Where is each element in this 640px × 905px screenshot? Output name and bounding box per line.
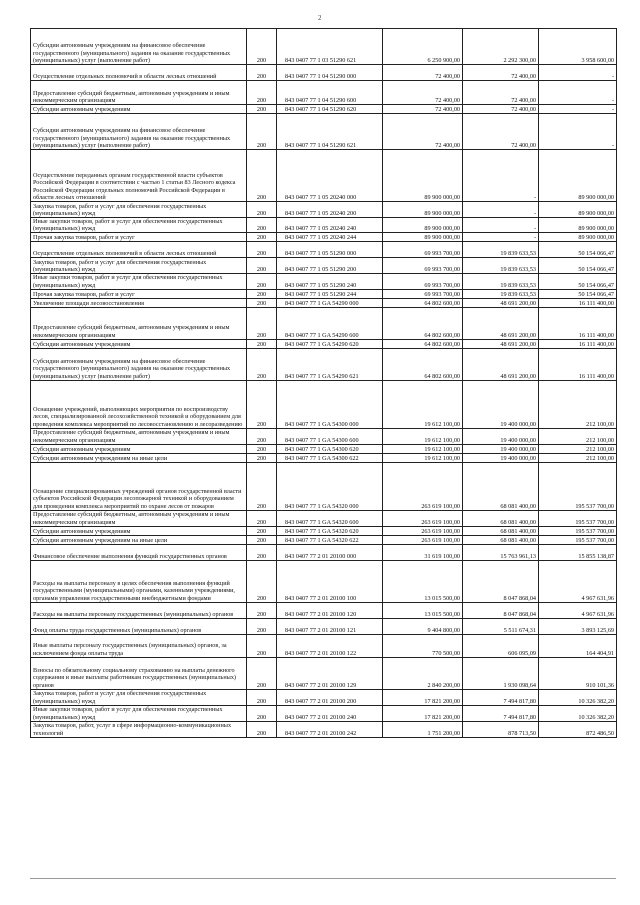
row-executed: 19 839 633,53 [463,274,539,289]
row-budget-code: 843 0407 77 1 04 51290 000 [277,65,383,81]
row-line-code: 200 [247,602,277,618]
row-approved: 1 751 200,00 [383,721,463,737]
row-executed: 68 081 400,00 [463,535,539,544]
table-row [31,114,617,150]
row-name: Оснащение учреждений, выполняющих мероприятия по воспроизводству лесов, специализированной лесохозяйственной техникой и оборудованием для проведения комплекса мероприятий по лесовосстановлению и лесоразведению [31,380,247,428]
row-line-code: 200 [247,105,277,114]
row-budget-code: 843 0407 77 2 01 20100 120 [277,602,383,618]
row-budget-code: 843 0407 77 2 01 20100 242 [277,721,383,737]
row-approved: 19 612 100,00 [383,453,463,462]
row-approved: 19 612 100,00 [383,428,463,444]
row-budget-code: 843 0407 77 1 GA 54320 000 [277,462,383,510]
row-line-code: 200 [247,289,277,298]
row-line-code: 200 [247,339,277,348]
row-name: Осуществление переданных органам государственной власти субъектов Российской Федерации в соответствии с частью 1 статьи 83 Лесного кодекса Российской Федерации отдельных полномочий Российской Федерации в области лесных отношений [31,150,247,202]
row-unexecuted: 16 111 400,00 [539,339,617,348]
row-approved: 17 821 200,00 [383,705,463,721]
row-approved: 263 619 100,00 [383,535,463,544]
row-executed: 19 400 000,00 [463,428,539,444]
row-line-code: 200 [247,510,277,526]
row-budget-code: 843 0407 77 1 05 51290 240 [277,274,383,289]
row-executed: 48 691 200,00 [463,348,539,380]
table-row [31,105,617,114]
row-budget-code: 843 0407 77 1 GA 54300 000 [277,380,383,428]
row-budget-code: 843 0407 77 2 01 20100 129 [277,657,383,689]
row-unexecuted: 872 486,50 [539,721,617,737]
row-name: Предоставление субсидий бюджетным, автономным учреждениям и иным некоммерческим организациям [31,510,247,526]
row-budget-code: 843 0407 77 1 GA 54300 600 [277,428,383,444]
row-unexecuted: 89 900 000,00 [539,233,617,242]
row-unexecuted: - [539,65,617,81]
row-name: Субсидии автономным учреждениям на иные цели [31,453,247,462]
row-executed: 15 763 961,13 [463,544,539,560]
row-executed: 48 691 200,00 [463,298,539,307]
row-name: Субсидии автономным учреждениям [31,339,247,348]
row-approved: 770 500,00 [383,634,463,657]
row-approved: 69 993 700,00 [383,274,463,289]
row-name: Субсидии автономным учреждениям [31,526,247,535]
row-name: Осуществление отдельных полномочий в области лесных отношений [31,65,247,81]
row-approved: 89 900 000,00 [383,233,463,242]
row-budget-code: 843 0407 77 1 05 20240 244 [277,233,383,242]
row-name: Закупка товаров, работ, услуг в сфере информационно-коммуникационных технологий [31,721,247,737]
row-budget-code: 843 0407 77 1 GA 54290 600 [277,307,383,339]
row-unexecuted: 910 101,36 [539,657,617,689]
row-name: Фонд оплаты труда государственных (муниципальных) органов [31,618,247,634]
row-name: Закупка товаров, работ и услуг для обеспечения государственных (муниципальных) нужд [31,202,247,218]
row-name: Прочая закупка товаров, работ и услуг [31,233,247,242]
row-unexecuted: 3 893 125,69 [539,618,617,634]
row-name: Закупка товаров, работ и услуг для обеспечения государственных (муниципальных) нужд [31,689,247,705]
row-name: Предоставление субсидий бюджетным, автономным учреждениям и иным некоммерческим организациям [31,428,247,444]
table-row [31,298,617,307]
page-bottom-rule [30,878,616,879]
row-executed: 72 400,00 [463,105,539,114]
row-budget-code: 843 0407 77 1 05 51290 244 [277,289,383,298]
table-row [31,634,617,657]
row-budget-code: 843 0407 77 1 04 51290 600 [277,81,383,105]
row-unexecuted: 195 537 700,00 [539,526,617,535]
row-executed: 7 494 817,80 [463,689,539,705]
row-budget-code: 843 0407 77 2 01 20100 100 [277,560,383,602]
row-line-code: 200 [247,202,277,218]
row-name: Расходы на выплаты персоналу в целях обеспечения выполнения функций государственными (муниципальными) органами, казенными учреждениями, органами управления государственными внебюджетными фондами [31,560,247,602]
table-row [31,380,617,428]
row-budget-code: 843 0407 77 1 05 20240 000 [277,150,383,202]
row-line-code: 200 [247,348,277,380]
row-name: Субсидии автономным учреждениям на иные цели [31,535,247,544]
table-row [31,602,617,618]
row-unexecuted: - [539,114,617,150]
table-row [31,705,617,721]
row-budget-code: 843 0407 77 2 01 20100 000 [277,544,383,560]
row-approved: 69 993 700,00 [383,289,463,298]
table-row [31,258,617,274]
table-row [31,618,617,634]
row-executed: - [463,218,539,233]
row-approved: 263 619 100,00 [383,526,463,535]
row-budget-code: 843 0407 77 1 GA 54320 620 [277,526,383,535]
row-unexecuted: 89 900 000,00 [539,202,617,218]
row-budget-code: 843 0407 77 2 01 20100 240 [277,705,383,721]
row-executed: 1 930 098,64 [463,657,539,689]
row-budget-code: 843 0407 77 1 05 51290 000 [277,242,383,258]
row-name: Субсидии автономным учреждениям [31,444,247,453]
row-executed: 48 691 200,00 [463,339,539,348]
row-budget-code: 843 0407 77 1 GA 54320 600 [277,510,383,526]
row-unexecuted: 195 537 700,00 [539,510,617,526]
row-budget-code: 843 0407 77 1 05 20240 240 [277,218,383,233]
row-name: Взносы по обязательному социальному страхованию на выплаты денежного содержания и иные выплаты работникам государственных (муниципальных) органов [31,657,247,689]
row-executed: 8 047 868,04 [463,602,539,618]
row-approved: 72 400,00 [383,114,463,150]
table-row [31,544,617,560]
table-row [31,535,617,544]
row-name: Расходы на выплаты персоналу государственных (муниципальных) органов [31,602,247,618]
row-approved: 72 400,00 [383,81,463,105]
table-row [31,65,617,81]
row-approved: 19 612 100,00 [383,380,463,428]
row-executed: 48 691 200,00 [463,307,539,339]
row-unexecuted: 15 855 138,87 [539,544,617,560]
row-name: Предоставление субсидий бюджетным, автономным учреждениям и иным некоммерческим организациям [31,81,247,105]
row-unexecuted: 50 154 066,47 [539,289,617,298]
budget-execution-table [30,28,616,738]
row-budget-code: 843 0407 77 1 GA 54320 622 [277,535,383,544]
row-unexecuted: 16 111 400,00 [539,307,617,339]
row-budget-code: 843 0407 77 1 GA 54300 622 [277,453,383,462]
row-executed: 72 400,00 [463,114,539,150]
row-approved: 13 015 500,00 [383,602,463,618]
row-approved: 31 619 100,00 [383,544,463,560]
row-line-code: 200 [247,526,277,535]
row-unexecuted: 50 154 066,47 [539,242,617,258]
row-approved: 64 802 600,00 [383,307,463,339]
table-row [31,29,617,65]
row-executed: - [463,150,539,202]
table-row [31,274,617,289]
row-unexecuted: 212 100,00 [539,444,617,453]
row-line-code: 200 [247,274,277,289]
row-line-code: 200 [247,618,277,634]
table-row [31,202,617,218]
table-row [31,721,617,737]
row-line-code: 200 [247,218,277,233]
row-approved: 69 993 700,00 [383,242,463,258]
row-line-code: 200 [247,258,277,274]
row-budget-code: 843 0407 77 1 GA 54290 000 [277,298,383,307]
row-unexecuted: 212 100,00 [539,380,617,428]
row-budget-code: 843 0407 77 1 05 51290 200 [277,258,383,274]
row-approved: 19 612 100,00 [383,444,463,453]
row-line-code: 200 [247,150,277,202]
row-unexecuted: 89 900 000,00 [539,218,617,233]
row-executed: 72 400,00 [463,81,539,105]
row-executed: 68 081 400,00 [463,462,539,510]
table-row [31,233,617,242]
row-name: Иные закупки товаров, работ и услуг для обеспечения государственных (муниципальных) нужд [31,218,247,233]
row-unexecuted: 50 154 066,47 [539,258,617,274]
page-number: 2 [318,14,322,22]
row-name: Субсидии автономным учреждениям [31,105,247,114]
row-line-code: 200 [247,453,277,462]
row-line-code: 200 [247,657,277,689]
row-name: Закупка товаров, работ и услуг для обеспечения государственных (муниципальных) нужд [31,258,247,274]
row-approved: 263 619 100,00 [383,510,463,526]
row-line-code: 200 [247,444,277,453]
row-line-code: 200 [247,29,277,65]
row-approved: 9 404 800,00 [383,618,463,634]
row-unexecuted: 195 537 700,00 [539,535,617,544]
row-approved: 89 900 000,00 [383,218,463,233]
row-name: Финансовое обеспечение выполнения функций государственных органов [31,544,247,560]
row-unexecuted: 195 537 700,00 [539,462,617,510]
row-line-code: 200 [247,560,277,602]
row-unexecuted: 50 154 066,47 [539,274,617,289]
row-budget-code: 843 0407 77 1 04 51290 621 [277,114,383,150]
row-budget-code: 843 0407 77 2 01 20100 122 [277,634,383,657]
row-unexecuted: 4 967 631,96 [539,560,617,602]
row-executed: 878 713,50 [463,721,539,737]
row-unexecuted: 212 100,00 [539,428,617,444]
table-row [31,218,617,233]
row-name: Предоставление субсидий бюджетным, автономным учреждениям и иным некоммерческим организациям [31,307,247,339]
row-name: Субсидии автономным учреждениям на финансовое обеспечение государственного (муниципального) задания на оказание государственных (муниципальных) услуг (выполнение работ) [31,29,247,65]
row-line-code: 200 [247,81,277,105]
row-executed: 5 511 674,31 [463,618,539,634]
row-line-code: 200 [247,544,277,560]
table-row [31,510,617,526]
row-name: Иные закупки товаров, работ и услуг для обеспечения государственных (муниципальных) нужд [31,274,247,289]
table-row [31,526,617,535]
row-line-code: 200 [247,634,277,657]
table-row [31,444,617,453]
row-approved: 72 400,00 [383,105,463,114]
row-line-code: 200 [247,535,277,544]
row-executed: 19 400 000,00 [463,380,539,428]
row-name: Оснащение специализированных учреждений органов государственной власти субъектов Российской Федерации лесопожарной техникой и оборудованием для проведения комплекса мероприятий по охране лесов от пожаров [31,462,247,510]
row-name: Осуществление отдельных полномочий в области лесных отношений [31,242,247,258]
table-row [31,289,617,298]
table-row [31,453,617,462]
row-approved: 2 840 200,00 [383,657,463,689]
row-unexecuted: 4 967 631,96 [539,602,617,618]
table-row [31,150,617,202]
table-row [31,81,617,105]
row-name: Прочая закупка товаров, работ и услуг [31,289,247,298]
row-name: Субсидии автономным учреждениям на финансовое обеспечение государственного (муниципального) задания на оказание государственных (муниципальных) услуг (выполнение работ) [31,348,247,380]
row-budget-code: 843 0407 77 1 GA 54290 620 [277,339,383,348]
row-line-code: 200 [247,298,277,307]
row-executed: 606 095,09 [463,634,539,657]
row-executed: 19 839 633,53 [463,242,539,258]
row-executed: 7 494 817,80 [463,705,539,721]
table-row [31,242,617,258]
table-row [31,462,617,510]
row-line-code: 200 [247,689,277,705]
row-unexecuted: 10 326 382,20 [539,705,617,721]
row-executed: 8 047 868,04 [463,560,539,602]
row-executed: 19 400 000,00 [463,444,539,453]
row-approved: 89 900 000,00 [383,202,463,218]
row-approved: 6 250 900,00 [383,29,463,65]
row-executed: 68 081 400,00 [463,526,539,535]
row-unexecuted: 16 111 400,00 [539,348,617,380]
row-line-code: 200 [247,462,277,510]
row-executed: 19 400 000,00 [463,453,539,462]
row-budget-code: 843 0407 77 1 05 20240 200 [277,202,383,218]
row-unexecuted: 10 326 382,20 [539,689,617,705]
row-name: Иные выплаты персоналу государственных (муниципальных) органов, за исключением фонда оплаты труда [31,634,247,657]
row-line-code: 200 [247,65,277,81]
row-budget-code: 843 0407 77 1 04 51290 620 [277,105,383,114]
row-name: Увеличение площади лесовосстановления [31,298,247,307]
row-name: Субсидии автономным учреждениям на финансовое обеспечение государственного (муниципального) задания на оказание государственных (муниципальных) услуг (выполнение работ) [31,114,247,150]
row-line-code: 200 [247,721,277,737]
table-row [31,689,617,705]
row-executed: 19 839 633,53 [463,289,539,298]
row-unexecuted: 164 404,91 [539,634,617,657]
row-unexecuted: 3 958 600,00 [539,29,617,65]
row-approved: 64 802 600,00 [383,348,463,380]
row-executed: - [463,233,539,242]
row-unexecuted: - [539,81,617,105]
row-line-code: 200 [247,233,277,242]
row-budget-code: 843 0407 77 1 GA 54300 620 [277,444,383,453]
row-unexecuted: 89 900 000,00 [539,150,617,202]
row-budget-code: 843 0407 77 2 01 20100 121 [277,618,383,634]
row-line-code: 200 [247,380,277,428]
row-unexecuted: 212 100,00 [539,453,617,462]
row-budget-code: 843 0407 77 2 01 20100 200 [277,689,383,705]
row-executed: 19 839 633,53 [463,258,539,274]
row-approved: 64 802 600,00 [383,339,463,348]
row-line-code: 200 [247,307,277,339]
table-row [31,339,617,348]
row-budget-code: 843 0407 77 1 GA 54290 621 [277,348,383,380]
row-budget-code: 843 0407 77 1 03 51290 621 [277,29,383,65]
row-line-code: 200 [247,428,277,444]
row-approved: 13 015 500,00 [383,560,463,602]
row-approved: 263 619 100,00 [383,462,463,510]
row-line-code: 200 [247,242,277,258]
table-row [31,307,617,339]
table-row [31,560,617,602]
row-approved: 17 821 200,00 [383,689,463,705]
table-row [31,428,617,444]
row-approved: 64 802 600,00 [383,298,463,307]
row-executed: 72 400,00 [463,65,539,81]
row-executed: - [463,202,539,218]
row-approved: 89 900 000,00 [383,150,463,202]
row-approved: 72 400,00 [383,65,463,81]
row-unexecuted: - [539,105,617,114]
table-row [31,348,617,380]
row-executed: 68 081 400,00 [463,510,539,526]
table-body [31,29,617,738]
row-line-code: 200 [247,114,277,150]
row-unexecuted: 16 111 400,00 [539,298,617,307]
row-name: Иные закупки товаров, работ и услуг для обеспечения государственных (муниципальных) нужд [31,705,247,721]
row-executed: 2 292 300,00 [463,29,539,65]
row-line-code: 200 [247,705,277,721]
row-approved: 69 993 700,00 [383,258,463,274]
table-row [31,657,617,689]
